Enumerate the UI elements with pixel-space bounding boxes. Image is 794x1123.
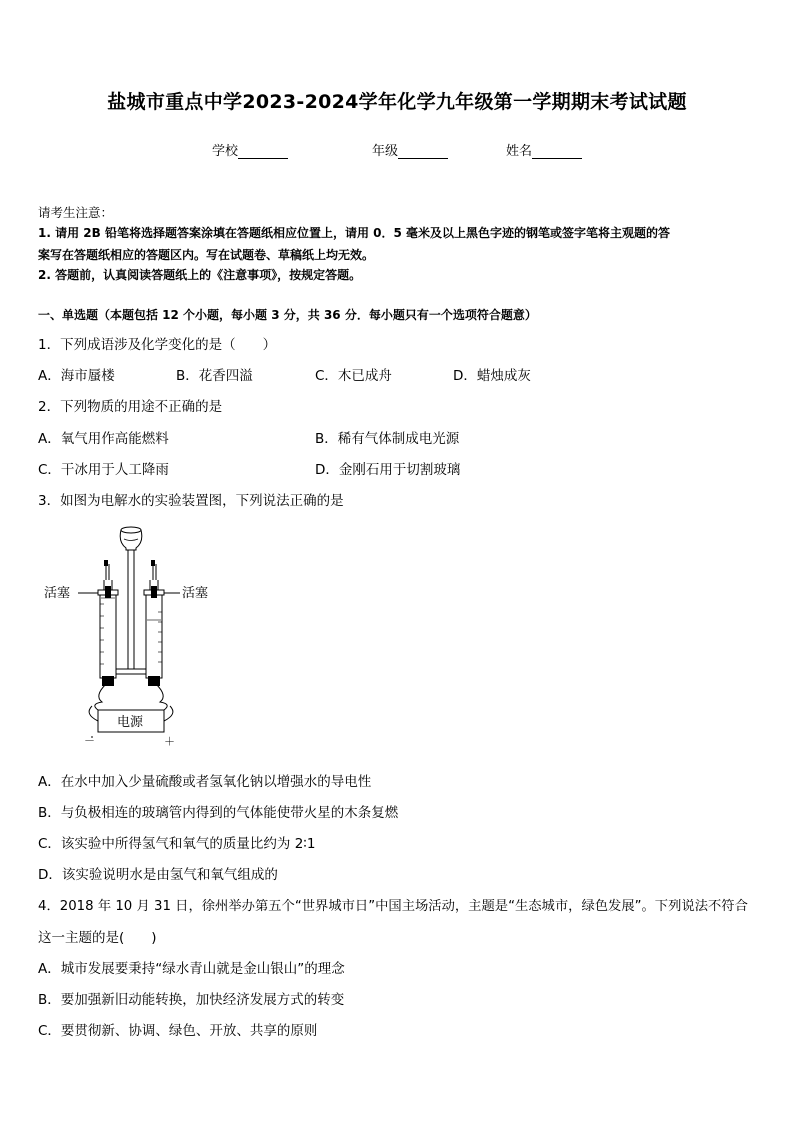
question-2-option-d: D．金刚石用于切割玻璃 (315, 462, 461, 478)
page-title: 盐城市重点中学2023-2024学年化学九年级第一学期期末考试试题 (107, 91, 687, 113)
question-4-stem-line-2: 这一主题的是( ) (38, 930, 157, 946)
question-4-option-c: C．要贯彻新、协调、绿色、开放、共享的原则 (38, 1023, 318, 1039)
positive-terminal-label: ＋ (164, 735, 175, 748)
notice-line-1b: 案写在答题纸相应的答题区内。写在试题卷、草稿纸上均无效。 (38, 248, 375, 262)
name-blank (532, 145, 582, 159)
electrolysis-apparatus-figure (40, 524, 230, 749)
notice-line-1: 1. 请用 2B 铅笔将选择题答案涂填在答题纸相应位置上，请用 0．5 毫米及以上黑色字迹的钢笔或签字笔将主观题的答 (38, 226, 670, 240)
question-3-option-a: A．在水中加入少量硫酸或者氢氧化钠以增强水的导电性 (38, 774, 372, 790)
name-field (506, 140, 582, 159)
question-3-option-d: D．该实验说明水是由氢气和氧气组成的 (38, 867, 278, 883)
question-4-option-a: A．城市发展要秉持“绿水青山就是金山银山”的理念 (38, 961, 345, 977)
question-4-stem-line-1: 4．2018 年 10 月 31 日，徐州举办第五个“世界城市日”中国主场活动，主题是“生态城市，绿色发展”。下列说法不符合 (38, 899, 748, 914)
left-valve-label: 活塞 (44, 586, 71, 601)
grade-field (372, 140, 448, 159)
school-label: 学校 (212, 144, 239, 159)
notice-heading: 请考生注意： (38, 205, 114, 220)
question-2-option-b: B．稀有气体制成电光源 (315, 431, 460, 447)
question-3-stem: 3．如图为电解水的实验装置图，下列说法正确的是 (38, 493, 344, 509)
question-1-option-c: C．木已成舟 (315, 368, 392, 384)
question-3-option-c: C．该实验中所得氢气和氧气的质量比约为 2∶1 (38, 836, 316, 852)
right-valve-label: 活塞 (182, 586, 209, 601)
power-supply-label: 电源 (117, 715, 144, 730)
question-3-option-b: B．与负极相连的玻璃管内得到的气体能使带火星的木条复燃 (38, 805, 399, 821)
question-2-stem: 2．下列物质的用途不正确的是 (38, 399, 223, 415)
question-2-option-c: C．干冰用于人工降雨 (38, 462, 169, 478)
question-1-option-d: D．蜡烛成灰 (453, 368, 531, 384)
section-heading: 一、单选题（本题包括 12 个小题，每小题 3 分，共 36 分．每小题只有一个选项符合题意） (38, 308, 537, 322)
school-blank (238, 145, 288, 159)
question-1-option-b: B．花香四溢 (176, 368, 253, 384)
school-field (212, 140, 288, 159)
question-1-option-a: A．海市蜃楼 (38, 368, 115, 384)
notice-line-2: 2. 答题前，认真阅读答题纸上的《注意事项》，按规定答题。 (38, 268, 362, 282)
negative-terminal-label: － (84, 734, 95, 747)
question-2-option-a: A．氧气用作高能燃料 (38, 431, 169, 447)
name-label: 姓名 (506, 144, 533, 159)
question-1-stem: 1．下列成语涉及化学变化的是（ ） (38, 337, 277, 353)
grade-label: 年级 (372, 144, 399, 159)
grade-blank (398, 145, 448, 159)
question-4-option-b: B．要加强新旧动能转换，加快经济发展方式的转变 (38, 992, 345, 1008)
